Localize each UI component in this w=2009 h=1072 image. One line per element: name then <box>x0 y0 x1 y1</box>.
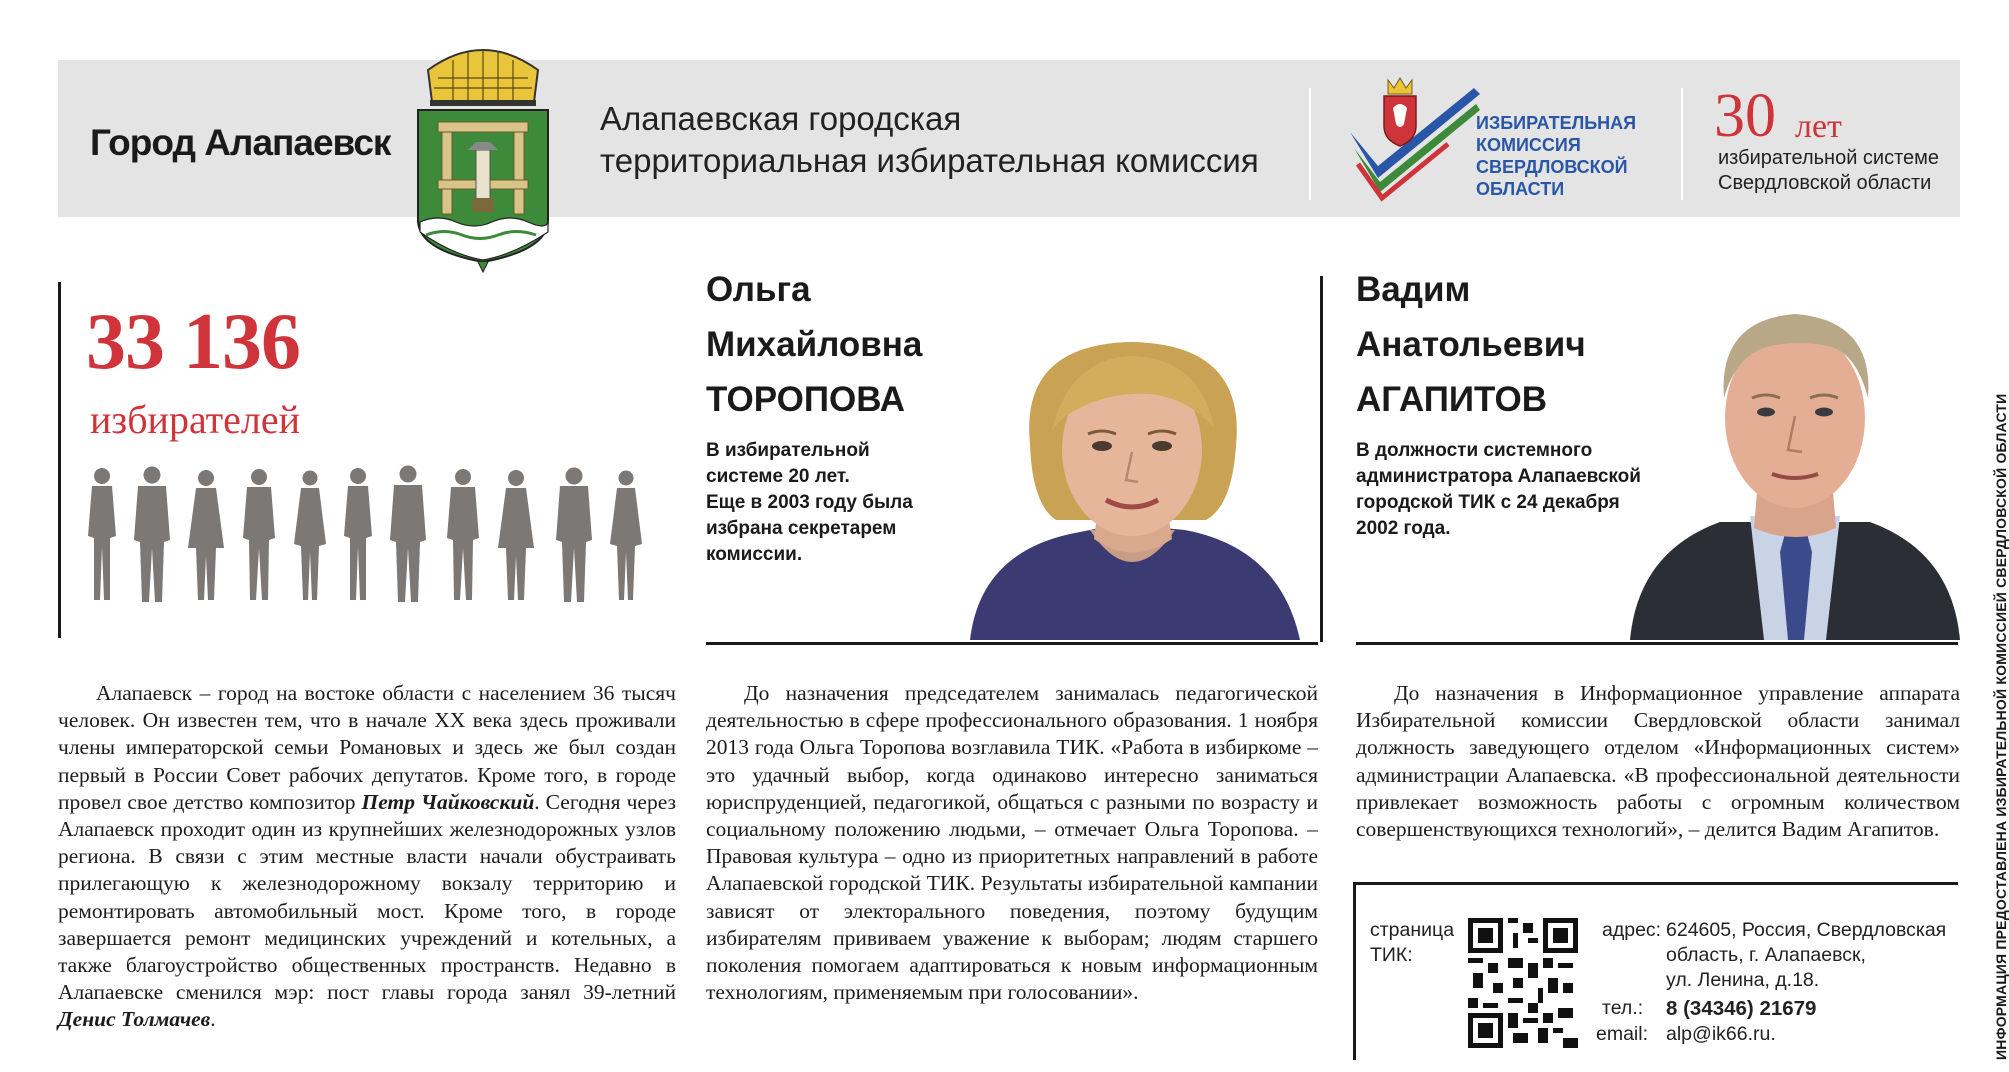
article-agapitov: До назначения в Информационное управление аппарата Избирательной комиссии Свердловской области занимал должность заведующего отделом «Информационных систем» администрации Алапаевска. «В профессиональной деятельности привлекает возможность работы с огромным количеством совершенствующихся технологий», – делится Вадим Агапитов. <box>1356 681 1960 842</box>
column-rule <box>1320 276 1323 642</box>
city-title: Город Алапаевск <box>90 122 391 163</box>
ikso-title: ИЗБИРАТЕЛЬНАЯ КОМИССИЯ СВЕРДЛОВСКОЙ ОБЛАСТИ <box>1476 113 1637 199</box>
email-link[interactable]: alp@ik66.ru. <box>1666 1023 1776 1045</box>
anniversary-number: 30 <box>1714 82 1776 150</box>
person1-name: Ольга Михайловна ТОРОПОВА <box>706 270 923 419</box>
address-value: 624605, Россия, Свердловская область, г. Алапаевск, ул. Ленина, д.18. <box>1666 919 1947 991</box>
section-rule <box>1356 642 1958 645</box>
column-rule <box>58 282 61 638</box>
person2-name: Вадим Анатольевич АГАПИТОВ <box>1356 270 1586 419</box>
ikso-emblem-icon <box>1344 74 1484 200</box>
address-label: адрес: <box>1602 919 1662 941</box>
article-city: Алапаевск – город на востоке области с населением 36 тысяч человек. Он известен тем, что в начале XX века здесь проживали члены императорской семьи Романовых и здесь же был создан первый в России Совет рабочих депутатов. Кроме того, в городе провел свое детство композитор Петр Чайковский. Сегодня через Алапаевск проходит один из крупнейших железнодорожных узлов региона. В связи с этим местные власти начали обустраивать прилегающую к железнодорожному вокзалу территорию и ремонтировать автомобильный мост. Кроме того, в городе завершается ремонт медицинских учреждений и котельных, а также благоустройство общественных пространств. Недавно в Алапаевске сменился мэр: пост главы города занял 39-летний Денис Толмачев. <box>58 681 676 1032</box>
contact-rule <box>1353 882 1958 885</box>
portrait-agapitov-icon <box>1630 290 1960 640</box>
source-note: ИНФОРМАЦИЯ ПРЕДОСТАВЛЕНА ИЗБИРАТЕЛЬНОЙ КОМИССИЕЙ СВЕРДЛОВСКОЙ ОБЛАСТИ <box>1993 393 2009 1060</box>
anniversary-caption: избирательной системе Свердловской области <box>1718 147 1940 194</box>
qr-code-icon[interactable] <box>1468 918 1578 1048</box>
article-toropova: До назначения председателем занималась педагогической деятельностью в сфере профессионального образования. 1 ноября 2013 года Ольга Торопова возглавила ТИК. «Работа в избиркоме – это удачный выбор, когда одинаково интересно заниматься юриспруденцией, педагогикой, общаться с разными по возрасту и социальному положению людьми, – отмечает Ольга Торопова. – Правовая культура – одно из приоритетных направлений в работе Алапаевской городской ТИК. Результаты избирательной кампании зависят от электорального поведения, поэтому будущим избирателям прививаем уважение к выборам; людям старшего поколения помогаем адаптироваться к новым информационным технологиям, применяемым при голосовании». <box>706 681 1318 1005</box>
email-label: email: <box>1596 1023 1649 1045</box>
composer-name: Петр Чайковский <box>361 789 535 814</box>
anniversary-word: лет <box>1795 108 1842 145</box>
header-divider <box>1681 88 1683 200</box>
mayor-name: Денис Толмачев <box>58 1007 211 1032</box>
phone-label: тел.: <box>1602 997 1644 1019</box>
commission-name: Алапаевская городская территориальная избирательная комиссия <box>600 100 1259 179</box>
voters-label: избирателей <box>90 397 301 442</box>
portrait-toropova-icon <box>960 334 1305 640</box>
page-label: страница ТИК: <box>1370 919 1455 966</box>
contact-rule <box>1353 882 1356 1060</box>
section-rule <box>706 642 1318 645</box>
crowd-silhouettes-icon <box>82 466 672 604</box>
phone-value[interactable]: 8 (34346) 21679 <box>1666 997 1817 1020</box>
person1-description: В избирательной системе 20 лет. Еще в 2003 году была избрана секретарем комиссии. <box>706 440 913 565</box>
voters-count: 33 136 <box>86 298 300 386</box>
city-crest-icon <box>408 30 558 275</box>
person2-description: В должности системного администратора Алапаевской городской ТИК с 24 декабря 2002 года. <box>1356 440 1641 539</box>
header-divider <box>1309 88 1311 200</box>
